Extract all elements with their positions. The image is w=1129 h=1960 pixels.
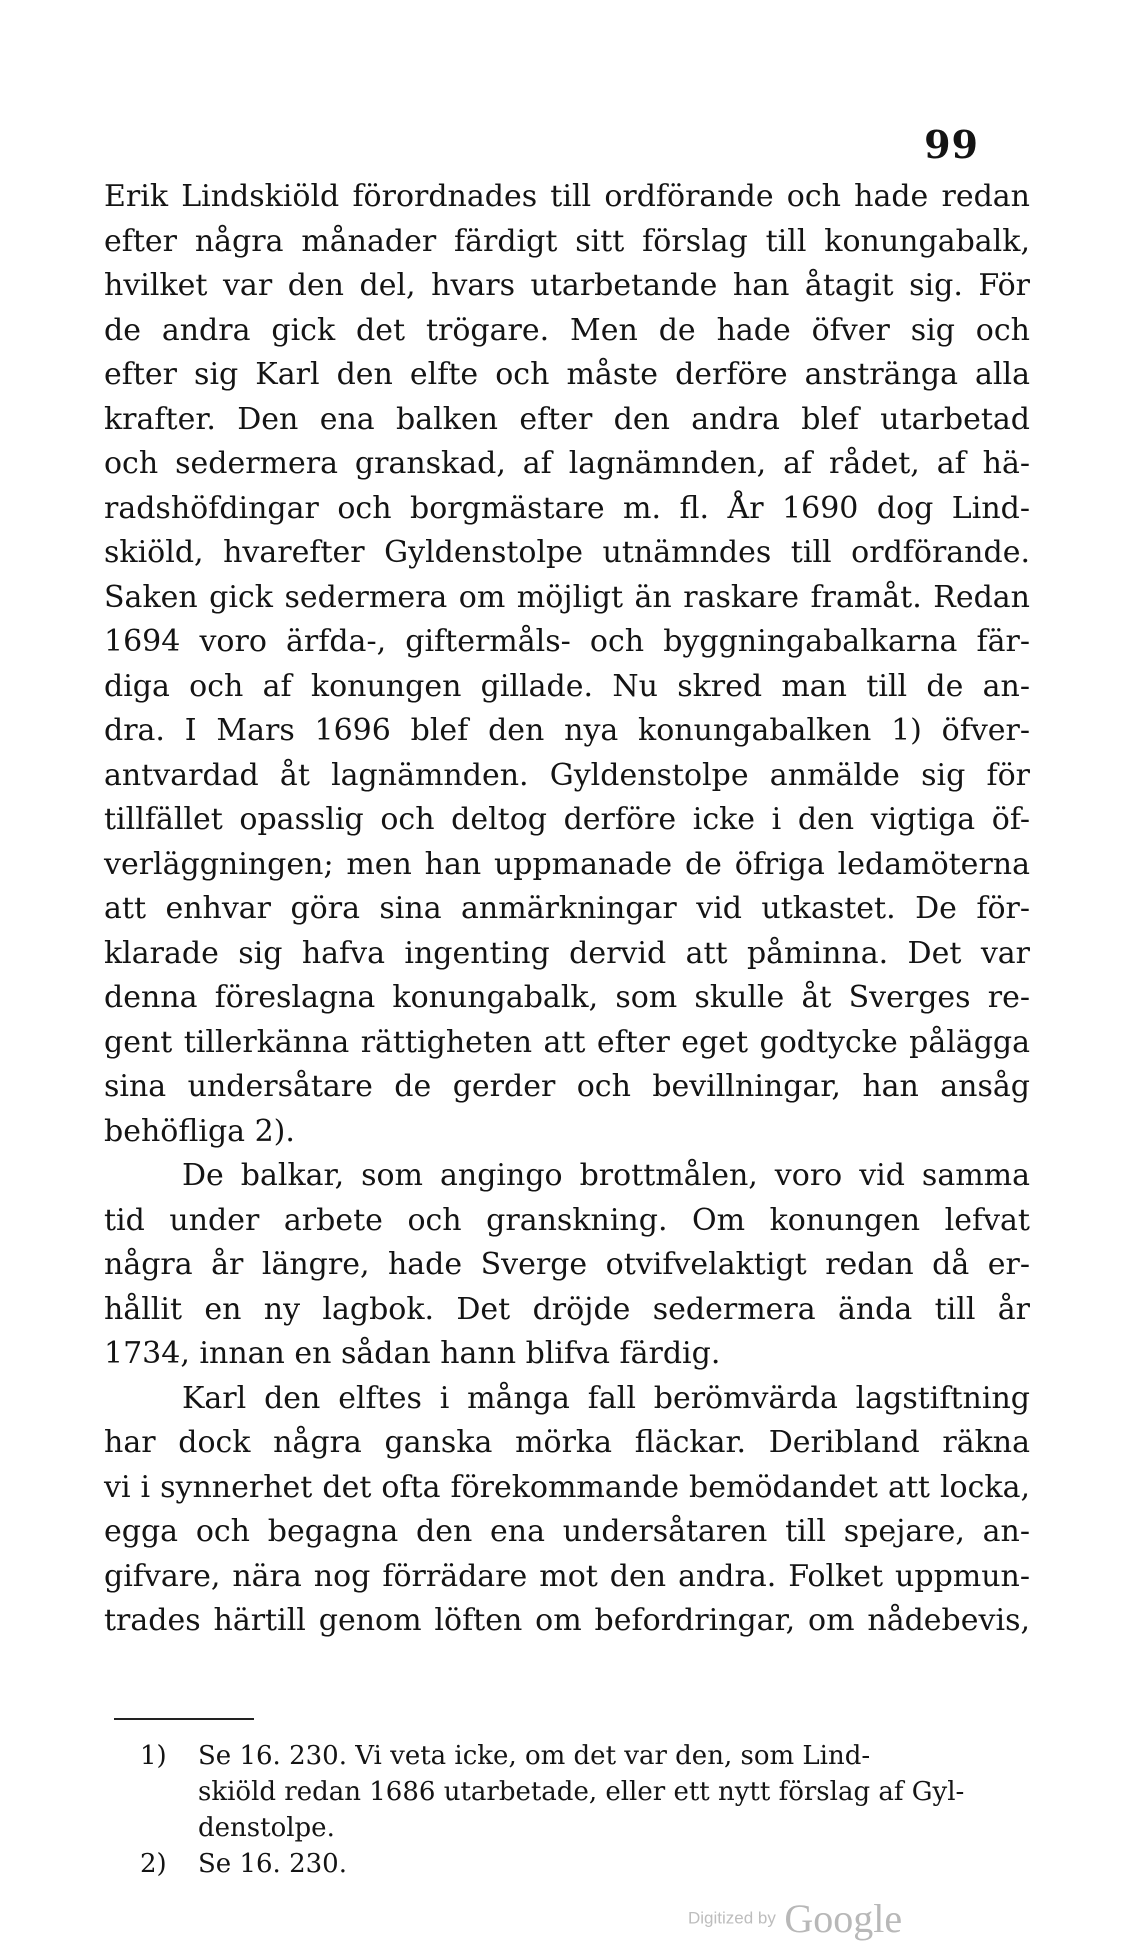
- text-line: verläggningen; men han uppmanade de öfriga ledamöterna: [104, 846, 1030, 882]
- digitized-watermark: [688, 1895, 902, 1942]
- watermark-prefix: Digitized by: [688, 1908, 776, 1928]
- footnote-text: denstolpe.: [198, 1813, 335, 1843]
- text-line: egga och begagna den ena undersåtaren till spejare, an-: [104, 1514, 1030, 1549]
- footnote-mark: 1): [140, 1741, 167, 1771]
- text-line: tillfället opasslig och deltog derföre icke i den vigtiga öf-: [104, 802, 1030, 837]
- footnote-text: Se 16. 230. Vi veta icke, om det var den, som Lind-: [198, 1741, 871, 1771]
- footnote-2: [140, 1846, 1025, 1882]
- text-line: några år längre, hade Sverge otvifvelaktigt redan då er-: [104, 1247, 1030, 1282]
- text-line: att enhvar göra sina anmärkningar vid utkastet. De för-: [104, 891, 1030, 926]
- text-line: Saken gick sedermera om möjligt än raskare framåt. Redan: [104, 579, 1030, 615]
- page-number: 99: [924, 122, 979, 167]
- footnote-divider: [114, 1718, 254, 1720]
- google-logo: Google: [784, 1896, 903, 1941]
- text-line: de andra gick det trögare. Men de hade öfver sig och: [104, 312, 1030, 348]
- text-line: gifvare, nära nog förrädare mot den andra. Folket uppmun-: [104, 1558, 1030, 1594]
- footnotes: [140, 1738, 1025, 1882]
- text-line: skiöld, hvarefter Gyldenstolpe utnämndes till ordförande.: [104, 535, 1030, 570]
- text-line: hållit en ny lagbok. Det dröjde sedermera ända till år: [104, 1291, 1030, 1327]
- text-line: sina undersåtare de gerder och bevillningar, han ansåg: [104, 1069, 1030, 1104]
- text-line: hvilket var den del, hvars utarbetande han åtagit sig. För: [104, 268, 1030, 303]
- text-line: 1734, innan en sådan hann blifva färdig.: [104, 1336, 721, 1371]
- text-line: efter några månader färdigt sitt förslag till konungabalk,: [104, 223, 1030, 259]
- text-line: krafter. Den ena balken efter den andra blef utarbetad: [104, 401, 1030, 437]
- text-line: efter sig Karl den elfte och måste derföre anstränga alla: [104, 357, 1030, 392]
- text-line: behöfliga 2).: [104, 1113, 295, 1149]
- footnote-1: [140, 1738, 1025, 1846]
- text-line: denna föreslagna konungabalk, som skulle åt Sverges re-: [104, 980, 1030, 1015]
- text-line: antvardad åt lagnämnden. Gyldenstolpe anmälde sig för: [104, 757, 1030, 793]
- text-line: De balkar, som angingo brottmålen, voro vid samma: [182, 1158, 1030, 1193]
- text-line: 1694 voro ärfda-, giftermåls- och byggningabalkarna fär-: [104, 624, 1030, 659]
- text-line: gent tillerkänna rättigheten att efter eget godtycke pålägga: [104, 1024, 1030, 1060]
- text-line: tid under arbete och granskning. Om konungen lefvat: [104, 1202, 1030, 1238]
- text-line: Erik Lindskiöld förordnades till ordförande och hade redan: [104, 179, 1030, 214]
- body-text: [104, 175, 1030, 1644]
- text-line: diga och af konungen gillade. Nu skred man till de an-: [104, 668, 1030, 704]
- footnote-text: Se 16. 230.: [198, 1849, 347, 1879]
- text-line: dra. I Mars 1696 blef den nya konungabalken 1) öfver-: [104, 713, 1030, 748]
- text-line: Karl den elftes i många fall berömvärda lagstiftning: [182, 1380, 1030, 1416]
- footnote-mark: 2): [140, 1849, 167, 1879]
- footnote-text: skiöld redan 1686 utarbetade, eller ett nytt förslag af Gyl-: [198, 1777, 965, 1807]
- text-line: trades härtill genom löften om befordringar, om nådebevis,: [104, 1603, 1030, 1638]
- text-line: har dock några ganska mörka fläckar. Deribland räkna: [104, 1425, 1030, 1460]
- text-line: vi i synnerhet det ofta förekommande bemödandet att locka,: [104, 1469, 1030, 1505]
- text-line: radshöfdingar och borgmästare m. fl. År 1690 dog Lind-: [104, 490, 1030, 526]
- text-line: och sedermera granskad, af lagnämnden, af rådet, af hä-: [104, 446, 1030, 481]
- text-line: klarade sig hafva ingenting dervid att påminna. Det var: [104, 935, 1030, 971]
